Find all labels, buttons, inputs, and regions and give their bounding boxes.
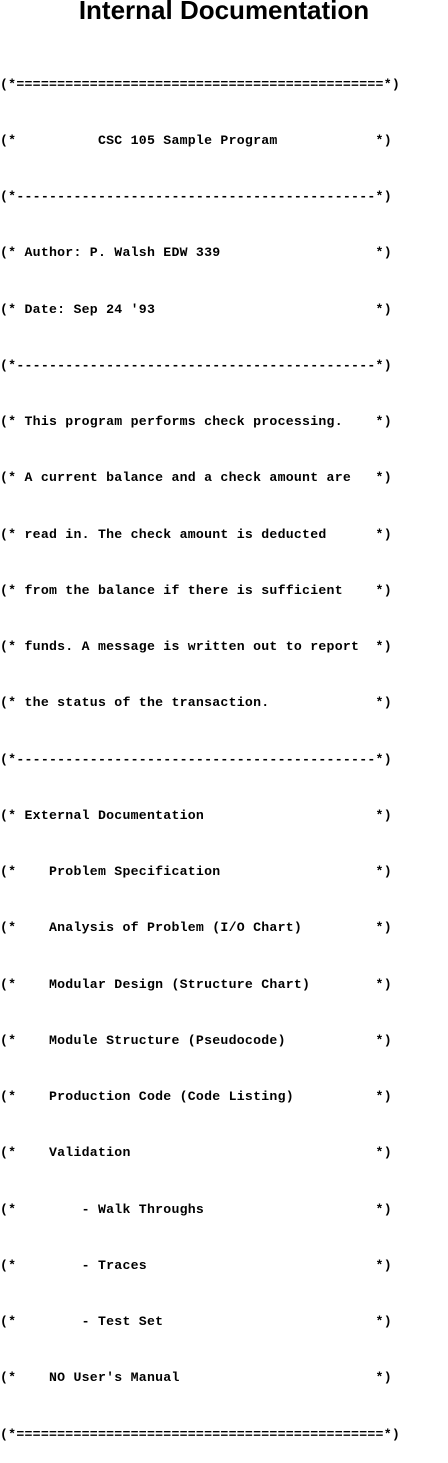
- program-title-line: (* CSC 105 Sample Program *): [0, 132, 392, 148]
- doc-item: (* Modular Design (Structure Chart) *): [0, 976, 392, 992]
- description-line: (* from the balance if there is sufficient *): [0, 582, 392, 598]
- doc-item: (* NO User's Manual *): [0, 1370, 392, 1386]
- border-line-bottom: (*=============================================*): [0, 1426, 401, 1442]
- doc-item: (* Problem Specification *): [0, 864, 392, 879]
- description-line: (* the status of the transaction. *): [0, 695, 392, 711]
- doc-subitem: (* - Test Set *): [0, 1314, 392, 1329]
- doc-item: (* Module Structure (Pseudocode) *): [0, 1032, 392, 1048]
- page-title: Internal Documentation: [78, 0, 370, 25]
- doc-item: (* Analysis of Problem (I/O Chart) *): [0, 920, 392, 936]
- border-line-top: (*=============================================*): [0, 76, 401, 92]
- description-line: (* This program performs check processing. *): [0, 414, 392, 429]
- doc-item: (* Production Code (Code Listing) *): [0, 1089, 392, 1104]
- description-line: (* funds. A message is written out to report *): [0, 639, 392, 654]
- divider-line: (*--------------------------------------------*): [0, 751, 392, 767]
- divider-line: (*--------------------------------------------*): [0, 357, 392, 373]
- date-line: (* Date: Sep 24 '93 *): [0, 301, 392, 317]
- code-comment-block: [0, 38, 400, 1463]
- description-line: (* read in. The check amount is deducted *): [0, 526, 392, 542]
- doc-item: (* Validation *): [0, 1145, 392, 1161]
- author-line: (* Author: P. Walsh EDW 339 *): [0, 245, 392, 261]
- doc-subitem: (* - Walk Throughs *): [0, 1201, 392, 1217]
- doc-subitem: (* - Traces *): [0, 1257, 392, 1273]
- external-doc-heading: (* External Documentation *): [0, 807, 392, 823]
- divider-line: (*--------------------------------------------*): [0, 189, 392, 204]
- description-line: (* A current balance and a check amount are *): [0, 470, 392, 486]
